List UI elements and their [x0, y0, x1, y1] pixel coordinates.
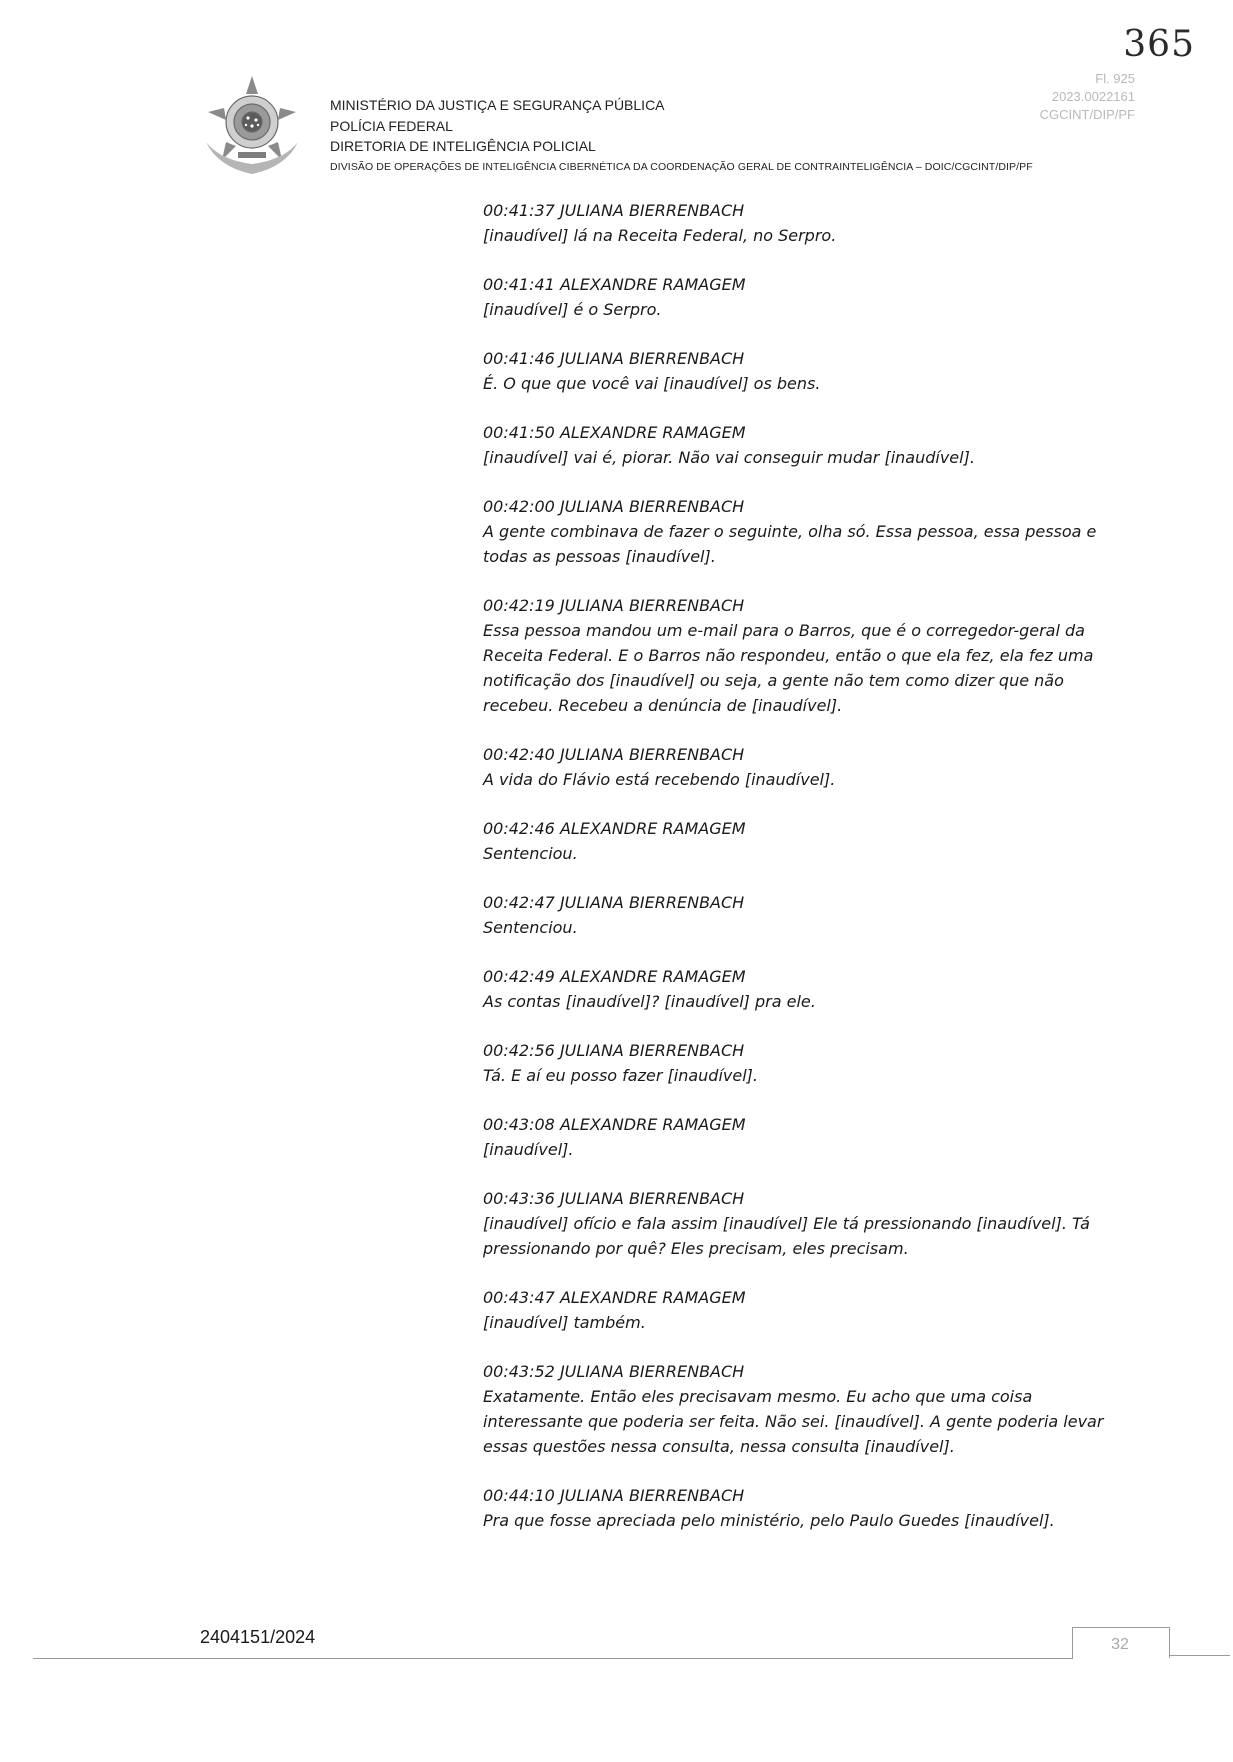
entry-text: Sentenciou. — [483, 918, 578, 937]
unit-code: CGCINT/DIP/PF — [1039, 107, 1135, 122]
transcript-entry — [483, 494, 1123, 569]
transcript-entry — [483, 593, 1123, 718]
entry-text: [inaudível] também. — [483, 1313, 646, 1332]
entry-text: A vida do Flávio está recebendo [inaudível]. — [483, 770, 836, 789]
transcript-entry — [483, 816, 1123, 866]
entry-text: [inaudível] é o Serpro. — [483, 300, 662, 319]
entry-speaker: 00:42:00 JULIANA BIERRENBACH — [483, 497, 745, 516]
entry-speaker: 00:43:52 JULIANA BIERRENBACH — [483, 1362, 745, 1381]
folio-number: Fl. 925 — [1095, 71, 1135, 86]
entry-text: Exatamente. Então eles precisavam mesmo. Eu acho que uma coisa interessante que poderia ser feita. Não sei. [inaudível]. A gente poderia levar essas questões nessa consulta, nessa consulta [inaudível]. — [483, 1387, 1104, 1456]
entry-speaker: 00:42:19 JULIANA BIERRENBACH — [483, 596, 745, 615]
transcript-entry — [483, 1038, 1123, 1088]
transcript-entry — [483, 742, 1123, 792]
entry-speaker: 00:41:37 JULIANA BIERRENBACH — [483, 201, 745, 220]
header-police: POLÍCIA FEDERAL — [330, 117, 453, 134]
entry-text: Essa pessoa mandou um e-mail para o Barros, que é o corregedor-geral da Receita Federal. E o Barros não respondeu, então o que ela fez, ela fez uma notificação dos [inaudível] ou seja, a gente não tem como dizer que não recebeu. Recebeu a denúncia de [inaudível]. — [483, 621, 1094, 715]
document-code: 2404151/2024 — [200, 1627, 316, 1647]
entry-speaker: 00:41:50 ALEXANDRE RAMAGEM — [483, 423, 746, 442]
entry-speaker: 00:43:47 ALEXANDRE RAMAGEM — [483, 1288, 746, 1307]
transcript-entry — [483, 420, 1123, 470]
transcript-entry — [483, 890, 1123, 940]
footer-divider — [33, 1658, 1073, 1659]
entry-speaker: 00:42:47 JULIANA BIERRENBACH — [483, 893, 745, 912]
transcript-entry — [483, 1483, 1123, 1533]
entry-speaker: 00:41:41 ALEXANDRE RAMAGEM — [483, 275, 746, 294]
entry-speaker: 00:43:36 JULIANA BIERRENBACH — [483, 1189, 745, 1208]
transcript-entry — [483, 1359, 1123, 1459]
transcript-entry — [483, 1112, 1123, 1162]
entry-speaker: 00:42:56 JULIANA BIERRENBACH — [483, 1041, 745, 1060]
page-number: 32 — [1111, 1636, 1129, 1653]
entry-text: A gente combinava de fazer o seguinte, olha só. Essa pessoa, essa pessoa e todas as pessoas [inaudível]. — [483, 522, 1097, 566]
transcript-entry — [483, 198, 1123, 248]
transcript-entry — [483, 1186, 1123, 1261]
document-header — [330, 95, 1033, 177]
entry-speaker: 00:43:08 ALEXANDRE RAMAGEM — [483, 1115, 746, 1134]
entry-speaker: 00:41:46 JULIANA BIERRENBACH — [483, 349, 745, 368]
entry-speaker: 00:42:46 ALEXANDRE RAMAGEM — [483, 819, 746, 838]
entry-text: [inaudível] vai é, piorar. Não vai conseguir mudar [inaudível]. — [483, 448, 975, 467]
header-division: DIVISÃO DE OPERAÇÕES DE INTELIGÊNCIA CIBERNÉTICA DA COORDENAÇÃO GERAL DE CONTRAINTELIGÊNCIA – DOIC/CGCINT/DIP/PF — [330, 160, 1033, 173]
entry-speaker: 00:44:10 JULIANA BIERRENBACH — [483, 1486, 745, 1505]
entry-text: [inaudível] lá na Receita Federal, no Serpro. — [483, 226, 837, 245]
entry-text: É. O que que você vai [inaudível] os bens. — [483, 374, 821, 393]
entry-text: As contas [inaudível]? [inaudível] pra ele. — [483, 992, 816, 1011]
transcript-entry — [483, 964, 1123, 1014]
entry-text: Tá. E aí eu posso fazer [inaudível]. — [483, 1066, 758, 1085]
entry-speaker: 00:42:40 JULIANA BIERRENBACH — [483, 745, 745, 764]
entry-text: [inaudível]. — [483, 1140, 574, 1159]
entry-speaker: 00:42:49 ALEXANDRE RAMAGEM — [483, 967, 746, 986]
transcript-entry — [483, 1285, 1123, 1335]
entry-text: [inaudível] ofício e fala assim [inaudível] Ele tá pressionando [inaudível]. Tá pressionando por quê? Eles precisam, eles precisam. — [483, 1214, 1090, 1258]
entry-text: Pra que fosse apreciada pelo ministério, pelo Paulo Guedes [inaudível]. — [483, 1511, 1055, 1530]
transcript — [483, 198, 1123, 1557]
header-directorate: DIRETORIA DE INTELIGÊNCIA POLICIAL — [330, 138, 596, 154]
header-ministry: MINISTÉRIO DA JUSTIÇA E SEGURANÇA PÚBLICA — [330, 97, 665, 113]
process-number: 2023.0022161 — [1051, 89, 1135, 104]
footer-divider-tail — [1170, 1655, 1230, 1656]
transcript-entry — [483, 346, 1123, 396]
entry-text: Sentenciou. — [483, 844, 578, 863]
coat-of-arms-icon — [198, 72, 306, 180]
handwritten-page-number: 365 — [1123, 24, 1195, 65]
transcript-entry — [483, 272, 1123, 322]
